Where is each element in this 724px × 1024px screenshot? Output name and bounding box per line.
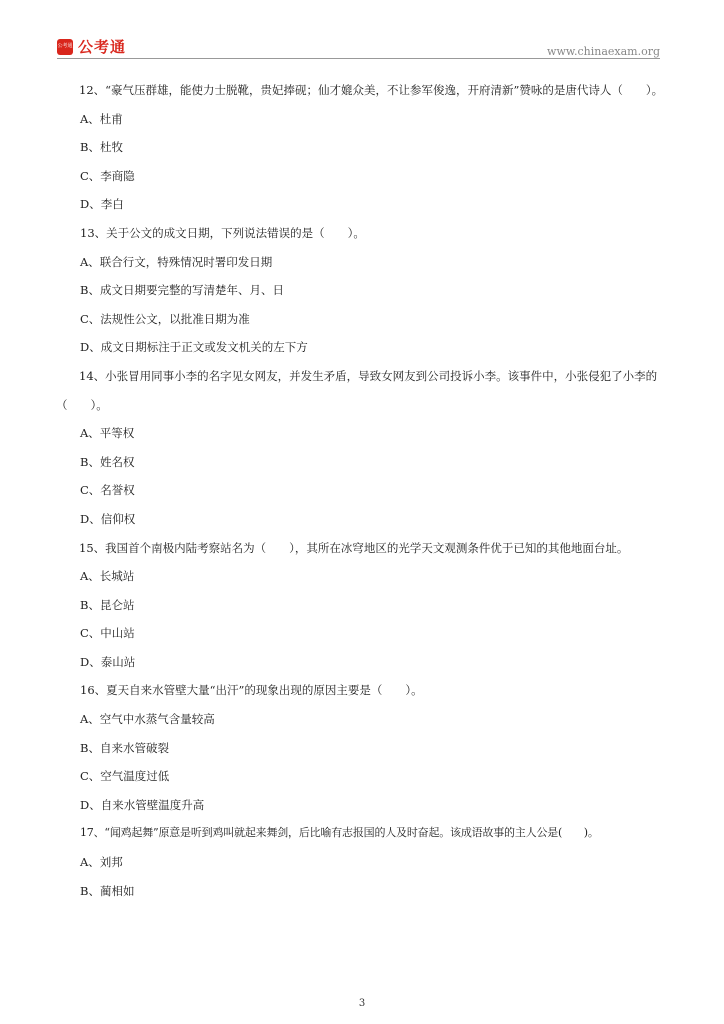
logo: [57, 36, 126, 57]
question-stem: 16、夏天自来水管壁大量“出汗”的现象出现的原因主要是（ ）。: [80, 683, 423, 698]
header-divider: [57, 58, 660, 59]
site-url: www.chinaexam.org: [547, 45, 660, 58]
question-14: [56, 362, 665, 534]
question-stem: 14、小张冒用同事小李的名字见女网友，并发生矛盾，导致女网友到公司投诉小李。该事件中，小张侵犯了小李的（ ）。: [56, 368, 658, 412]
option-c: C、空气温度过低: [80, 769, 170, 784]
question-16: [80, 676, 665, 819]
option-c: C、中山站: [80, 626, 135, 641]
option-b: B、自来水管破裂: [80, 740, 169, 755]
option-c: C、名誉权: [80, 483, 135, 498]
question-12: [80, 76, 665, 219]
logo-text: 公考通: [78, 38, 127, 56]
page-header: [0, 0, 724, 60]
option-b: B、杜牧: [80, 140, 123, 155]
option-c: C、法规性公文，以批准日期为准: [80, 311, 250, 326]
question-list: [56, 76, 665, 905]
option-a: A、杜甫: [80, 111, 123, 126]
option-d: D、成文日期标注于正文或发文机关的左下方: [80, 340, 308, 355]
question-17: [80, 819, 665, 905]
question-15: [80, 534, 665, 677]
option-b: B、成文日期要完整的写清楚年、月、日: [80, 283, 284, 298]
option-a: A、空气中水蒸气含量较高: [80, 712, 215, 727]
option-a: A、刘邦: [80, 855, 123, 870]
question-stem: 13、关于公文的成文日期，下列说法错误的是（ ）。: [80, 225, 365, 240]
question-13: [80, 219, 665, 362]
option-d: D、自来水管壁温度升高: [80, 797, 205, 812]
option-a: A、平等权: [80, 426, 135, 441]
option-b: B、蔺相如: [80, 883, 135, 898]
question-stem: 15、我国首个南极内陆考察站名为（ ），其所在冰穹地区的光学天文观测条件优于已知的其他地面台址。: [79, 540, 629, 555]
option-b: B、姓名权: [80, 454, 135, 469]
option-d: D、李白: [80, 197, 124, 212]
logo-badge-icon: 公考通: [57, 39, 73, 55]
option-d: D、信仰权: [80, 511, 136, 526]
question-stem: 12、“豪气压群雄，能使力士脱靴，贵妃捧砚；仙才媲众美，不让参军俊逸，开府清新”赞咏的是唐代诗人（ ）。: [79, 83, 664, 97]
page-number: 3: [358, 998, 366, 1009]
option-b: B、昆仑站: [80, 597, 135, 612]
question-stem: 17、“闻鸡起舞”原意是听到鸡叫就起来舞剑，后比喻有志报国的人及时奋起。该成语故事的主人公是( )。: [80, 826, 599, 840]
option-c: C、李商隐: [80, 168, 135, 183]
option-a: A、长城站: [80, 569, 135, 584]
option-a: A、联合行文，特殊情况时署印发日期: [80, 254, 273, 269]
option-d: D、泰山站: [80, 654, 136, 669]
